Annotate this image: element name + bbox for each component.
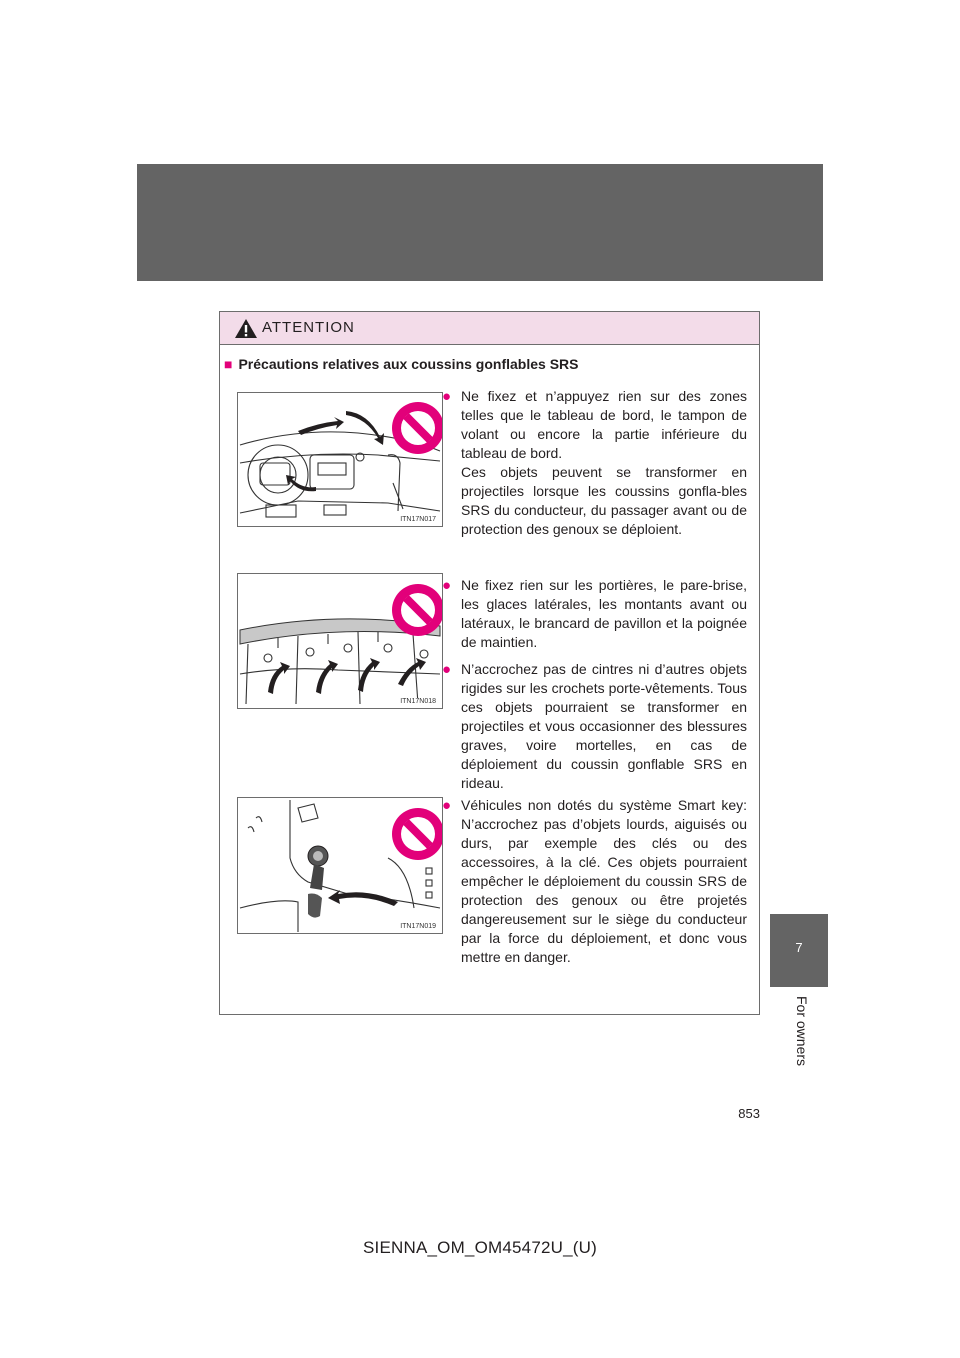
attention-header <box>220 312 759 345</box>
figure-dashboard <box>237 392 443 527</box>
header-band <box>137 164 823 281</box>
bullet-text: Véhicules non dotés du système Smart key: N’accrochez pas d’objets lourds, aiguisés ou durs, par exemple des clés ou des accessoires, à la clé. Ces objets pourraient empêcher le déploiement du coussin SRS de protection des genoux ou être projetés dangereusement sur le siège du conducteur par la force du déploiement, et donc vous mettre en danger. <box>461 797 747 965</box>
chapter-label: For owners <box>794 996 810 1067</box>
bullet-item <box>442 387 747 539</box>
section-heading <box>224 356 578 372</box>
bullet-dot-icon: ● <box>442 388 452 405</box>
bullet-dot-icon: ● <box>442 577 452 594</box>
bullet-text: Ne fixez et n’appuyez rien sur des zones telles que le tableau de bord, le tampon de volant ou encore la partie inférieure du tableau de bord. <box>461 388 747 461</box>
attention-box <box>219 311 760 1015</box>
chapter-number: 7 <box>795 940 803 955</box>
figure-key <box>237 797 443 934</box>
bullet-dot-icon: ● <box>442 661 452 678</box>
bullet-item <box>442 796 747 967</box>
section-heading-text: Précautions relatives aux coussins gonflables SRS <box>238 356 579 372</box>
bullet-continuation: Ces objets peuvent se transformer en projectiles lorsque les coussins gonfla-bles SRS du conducteur, du passager avant ou de protection des genoux se déploient. <box>461 464 747 537</box>
warning-triangle-icon <box>234 318 258 339</box>
dashboard-illustration <box>238 393 442 526</box>
attention-title: ATTENTION <box>262 319 355 336</box>
roof-rail-illustration <box>238 574 442 708</box>
figure-roof-rail <box>237 573 443 709</box>
figure-code: ITN17N018 <box>400 698 436 705</box>
bullet-text: N’accrochez pas de cintres ni d’autres objets rigides sur les crochets porte-vêtements. Tous ces objets pourraient se transformer en projectiles et vous occasionner des blessures graves, voire mortelles, en cas de déploiement du coussin gonflable SRS en rideau. <box>461 661 747 791</box>
chapter-tab <box>770 914 828 987</box>
bullet-item <box>442 576 747 652</box>
key-illustration <box>238 798 442 933</box>
bullet-item <box>442 660 747 793</box>
square-bullet-icon: ■ <box>224 356 233 372</box>
figure-code: ITN17N019 <box>400 923 436 930</box>
bullet-text: Ne fixez rien sur les portières, le pare-brise, les glaces latérales, les montants avant ou latéraux, le brancard de pavillon et la poignée de maintien. <box>461 577 747 650</box>
figure-code: ITN17N017 <box>400 516 436 523</box>
footer-code: SIENNA_OM_OM45472U_(U) <box>363 1238 597 1257</box>
page-number: 853 <box>738 1106 760 1121</box>
bullet-dot-icon: ● <box>442 797 452 814</box>
